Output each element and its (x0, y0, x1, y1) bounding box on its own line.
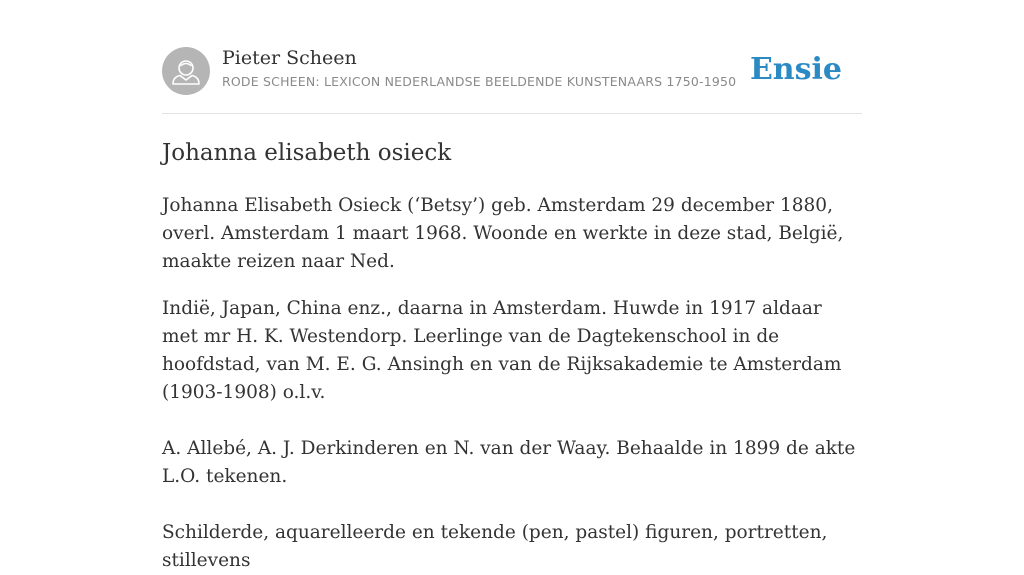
paragraph: A. Allebé, A. J. Derkinderen en N. van der Waay. Behaalde in 1899 de akte L.O. tekenen. (162, 438, 856, 487)
paragraph-spacer (162, 491, 862, 519)
source-title[interactable]: RODE SCHEEN: LEXICON NEDERLANDSE BEELDENDE KUNSTENAARS 1750-1950 (222, 74, 737, 89)
article-body (162, 136, 862, 575)
brand-logo[interactable]: Ensie (749, 52, 842, 87)
header-divider (162, 113, 862, 114)
author-name[interactable]: Pieter Scheen (222, 47, 357, 69)
author-avatar[interactable] (162, 47, 210, 95)
paragraph: Schilderde, aquarelleerde en tekende (pen, pastel) figuren, portretten, stillevens (162, 522, 828, 571)
user-icon (162, 47, 210, 95)
article-header (162, 46, 862, 96)
article-title: Johanna elisabeth osieck (162, 140, 452, 166)
paragraph-spacer (162, 407, 862, 435)
paragraph: Indië, Japan, China enz., daarna in Amsterdam. Huwde in 1917 aldaar met mr H. K. Westendorp. Leerlinge van de Dagtekenschool in de hoofdstad, van M. E. G. Ansingh en van de Rijksakademie te Amsterdam (1903-1908) o.l.v. (162, 298, 842, 403)
paragraph: Johanna Elisabeth Osieck (‘Betsy’) geb. Amsterdam 29 december 1880, overl. Amsterdam 1 maart 1968. Woonde en werkte in deze stad, België, maakte reizen naar Ned. (162, 195, 844, 272)
